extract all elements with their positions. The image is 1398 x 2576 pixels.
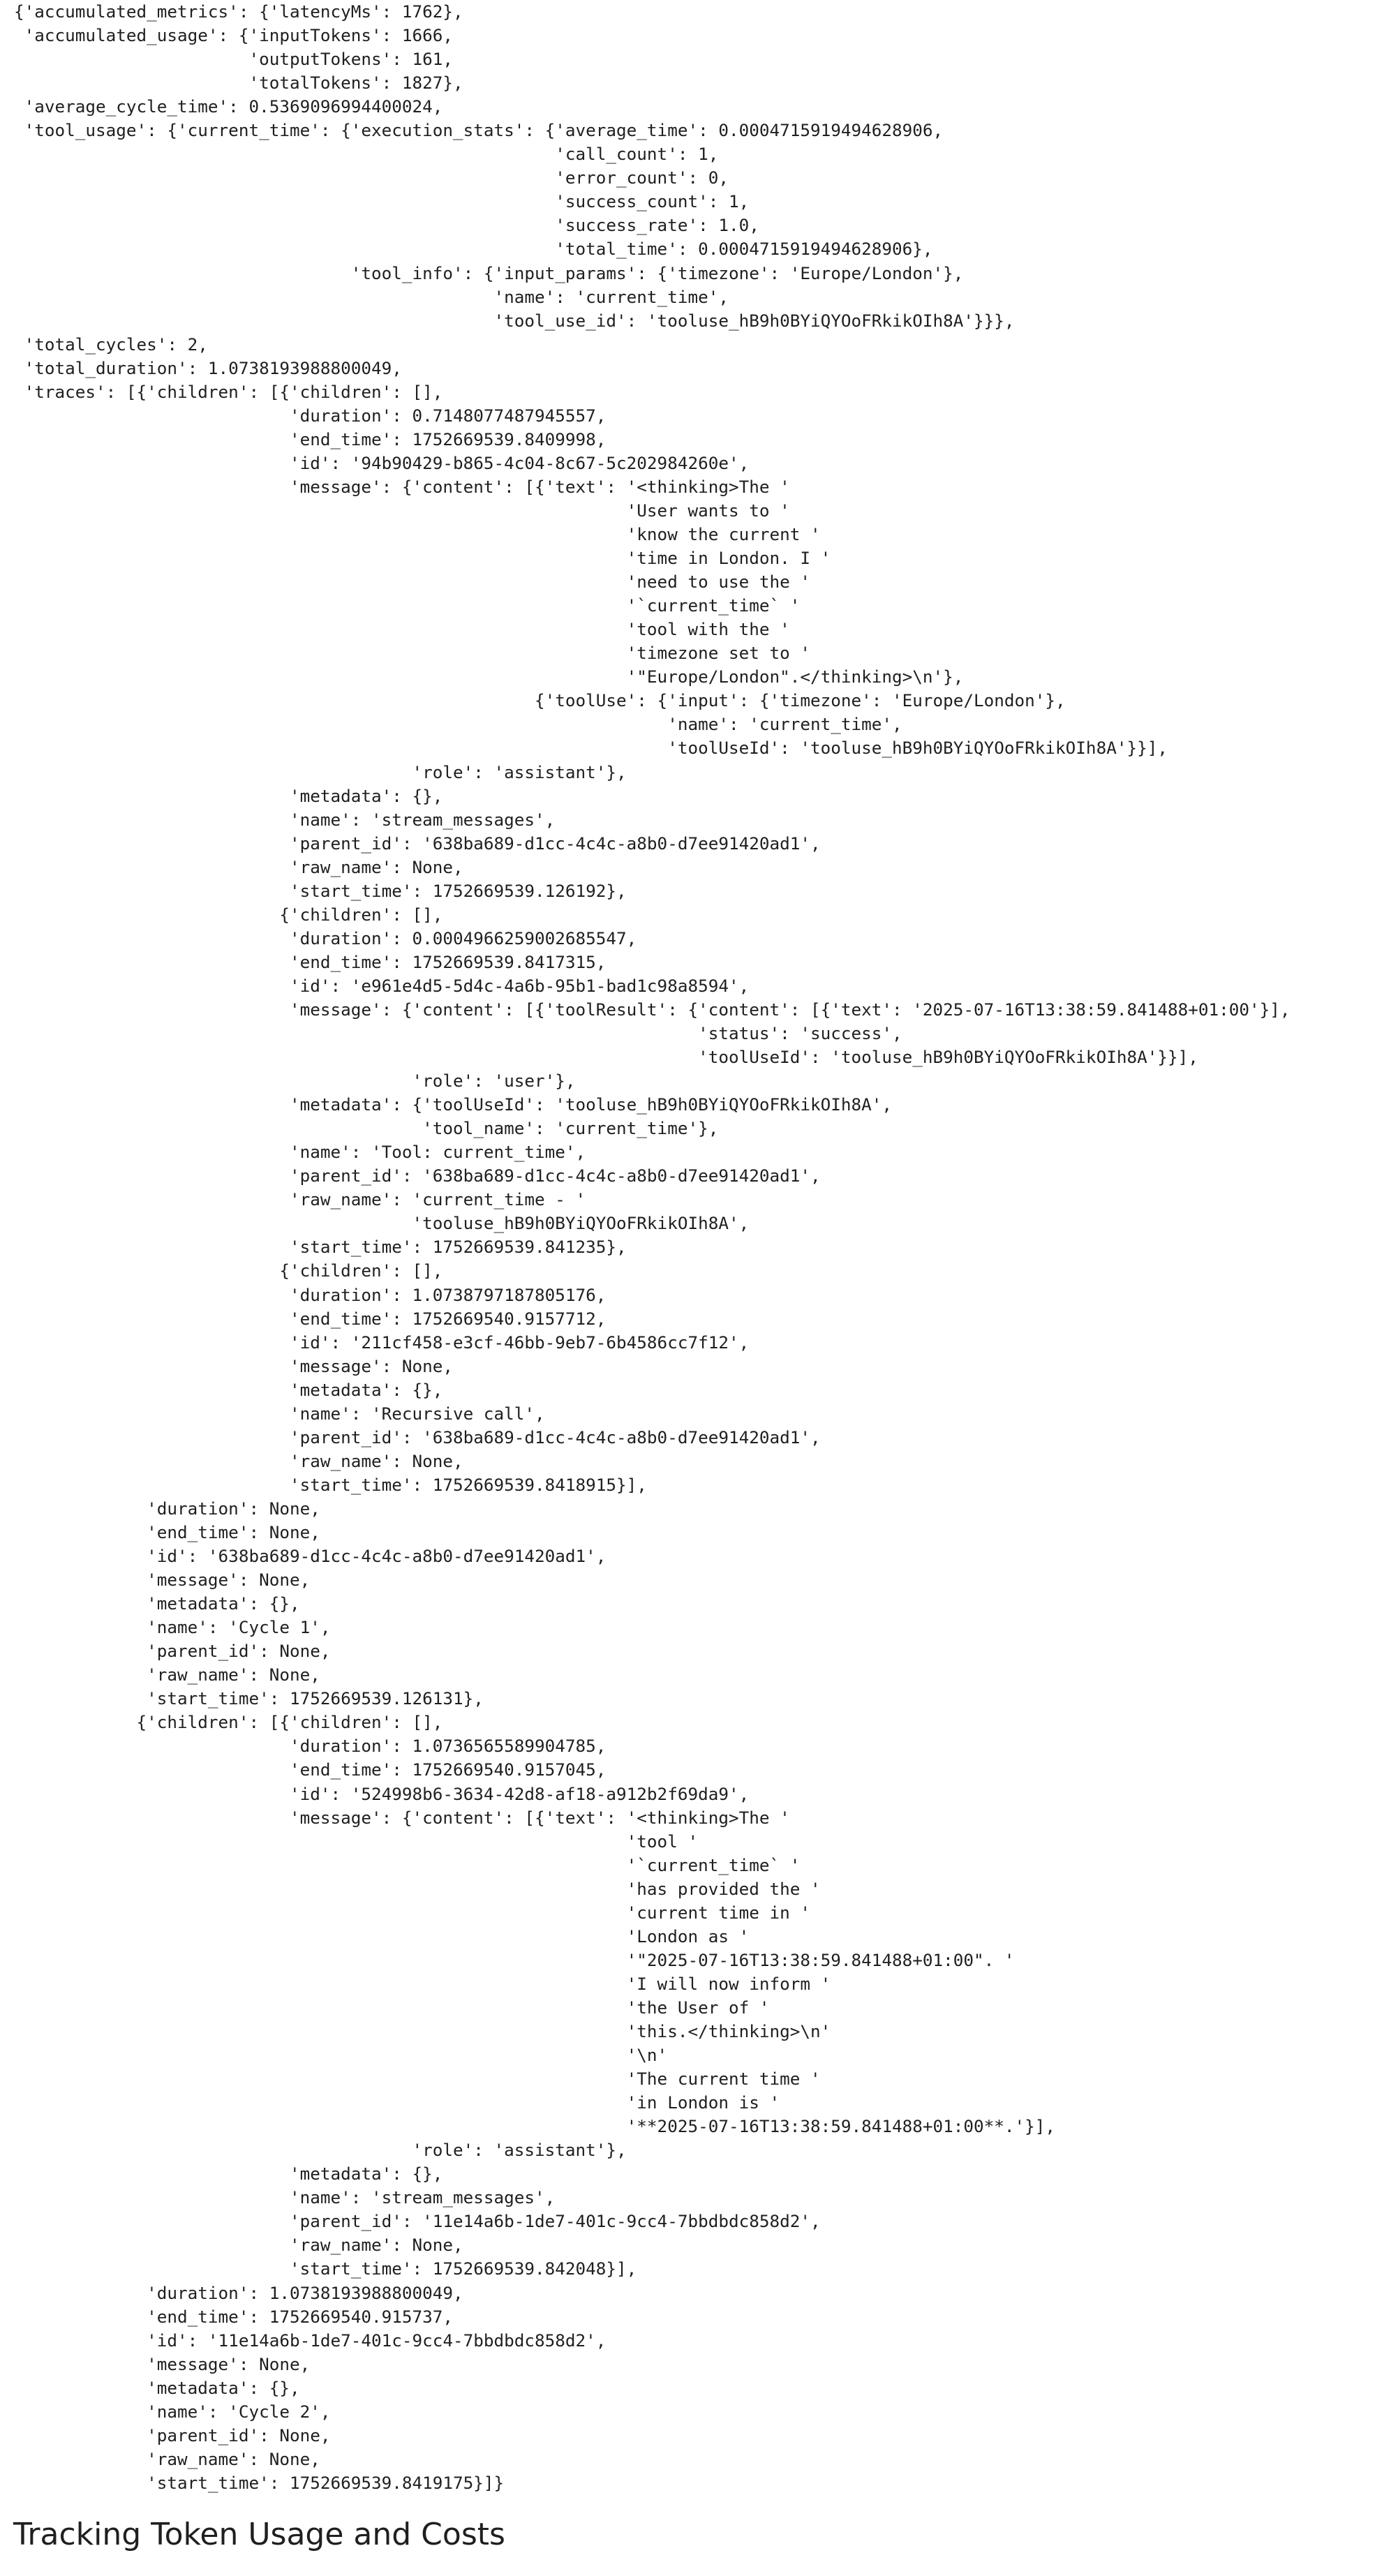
- output-line: 'message': None,: [14, 2353, 311, 2374]
- output-line: {'accumulated_metrics': {'latencyMs': 1762},: [14, 1, 463, 22]
- output-line: 'User wants to ': [14, 500, 790, 521]
- output-line: 'toolUseId': 'tooluse_hB9h0BYiQYOoFRkikOIh8A'}}],: [14, 738, 1168, 759]
- output-line: 'parent_id': '638ba689-d1cc-4c4c-a8b0-d7ee91420ad1',: [14, 1427, 821, 1447]
- output-line: 'duration': 1.0738797187805176,: [14, 1284, 607, 1305]
- output-line: 'know the current ': [14, 524, 821, 545]
- output-line: 'this.</thinking>\n': [14, 2020, 831, 2041]
- output-line: {'toolUse': {'input': {'timezone': 'Europe/London'},: [14, 690, 1066, 711]
- output-line: 'parent_id': '11e14a6b-1de7-401c-9cc4-7bbdbdc858d2',: [14, 2211, 821, 2232]
- output-line: 'parent_id': None,: [14, 2425, 331, 2445]
- output-line: 'tool with the ': [14, 619, 790, 640]
- output-line: 'message': None,: [14, 1570, 311, 1591]
- output-line: 'metadata': {},: [14, 785, 443, 806]
- output-line: 'name': 'stream_messages',: [14, 809, 556, 830]
- output-line: 'id': '524998b6-3634-42d8-af18-a912b2f69da9',: [14, 1783, 750, 1804]
- output-line: 'current time in ': [14, 1902, 810, 1923]
- output-line: 'message': {'content': [{'toolResult': {'content': [{'text': '2025-07-16T13:38:59.841488+01:00'}],: [14, 999, 1291, 1020]
- output-line: 'outputTokens': 161,: [14, 49, 454, 70]
- output-line: 'time in London. I ': [14, 548, 831, 569]
- output-line: 'toolUseId': 'tooluse_hB9h0BYiQYOoFRkikOIh8A'}}],: [14, 1047, 1198, 1068]
- output-line: 'error_count': 0,: [14, 167, 729, 188]
- output-line: 'success_count': 1,: [14, 191, 750, 212]
- output-line: 'message': {'content': [{'text': '<thinking>The ': [14, 1807, 790, 1828]
- output-line: '`current_time` ': [14, 595, 801, 616]
- output-line: 'tool ': [14, 1831, 699, 1852]
- output-line: 'tool_usage': {'current_time': {'execution_stats': {'average_time': 0.0004715919494628906,: [14, 120, 944, 141]
- output-line: 'role': 'assistant'},: [14, 761, 627, 782]
- output-line: 'name': 'current_time',: [14, 286, 729, 307]
- output-line: 'role': 'assistant'},: [14, 2140, 627, 2161]
- output-line: 'name': 'stream_messages',: [14, 2187, 556, 2208]
- output-line: 'metadata': {},: [14, 2164, 443, 2184]
- output-line: 'id': 'e961e4d5-5d4c-4a6b-95b1-bad1c98a8594',: [14, 975, 750, 996]
- output-line: 'tool_name': 'current_time'},: [14, 1118, 719, 1139]
- output-line: 'id': '11e14a6b-1de7-401c-9cc4-7bbdbdc858d2',: [14, 2330, 607, 2351]
- output-line: {'children': [],: [14, 1260, 443, 1281]
- output-line: 'tooluse_hB9h0BYiQYOoFRkikOIh8A',: [14, 1213, 750, 1234]
- output-line: 'raw_name': None,: [14, 2448, 320, 2469]
- output-line: 'average_cycle_time': 0.5369096994400024,: [14, 96, 443, 117]
- output-line: '\n': [14, 2045, 668, 2066]
- output-line: 'call_count': 1,: [14, 144, 719, 165]
- output-line: 'raw_name': None,: [14, 856, 463, 877]
- output-line: 'end_time': 1752669540.9157045,: [14, 1759, 607, 1780]
- output-line: 'traces': [{'children': [{'children': [],: [14, 381, 443, 402]
- output-line: 'start_time': 1752669539.8418915}],: [14, 1474, 647, 1495]
- output-line: 'totalTokens': 1827},: [14, 73, 463, 94]
- output-line: 'metadata': {},: [14, 2377, 300, 2398]
- output-line: '"Europe/London".</thinking>\n'},: [14, 667, 964, 687]
- output-line: 'name': 'Tool: current_time',: [14, 1142, 586, 1163]
- output-line: 'duration': 0.7148077487945557,: [14, 405, 607, 426]
- output-line: 'duration': 0.0004966259002685547,: [14, 928, 637, 948]
- output-line: 'metadata': {},: [14, 1593, 300, 1614]
- output-line: 'total_time': 0.0004715919494628906},: [14, 239, 933, 260]
- output-line: 'status': 'success',: [14, 1023, 902, 1044]
- output-line: 'raw_name': 'current_time - ': [14, 1189, 586, 1210]
- output-line: 'raw_name': None,: [14, 2235, 463, 2256]
- output-line: 'id': '638ba689-d1cc-4c4c-a8b0-d7ee91420ad1',: [14, 1546, 607, 1567]
- output-line: 'accumulated_usage': {'inputTokens': 1666,: [14, 25, 454, 46]
- output-line: 'the User of ': [14, 1997, 770, 2018]
- output-line: 'need to use the ': [14, 572, 810, 593]
- output-line: 'timezone set to ': [14, 643, 810, 664]
- output-line: 'The current time ': [14, 2069, 821, 2090]
- output-line: 'tool_use_id': 'tooluse_hB9h0BYiQYOoFRkikOIh8A'}}},: [14, 310, 1015, 331]
- output-line: 'end_time': 1752669540.9157712,: [14, 1308, 607, 1329]
- output-line: 'parent_id': '638ba689-d1cc-4c4c-a8b0-d7ee91420ad1',: [14, 1166, 821, 1186]
- output-line: 'raw_name': None,: [14, 1450, 463, 1471]
- output-line: 'id': '94b90429-b865-4c04-8c67-5c202984260e',: [14, 452, 750, 473]
- output-line: 'end_time': 1752669539.8409998,: [14, 429, 607, 449]
- output-line: 'name': 'Cycle 1',: [14, 1617, 331, 1638]
- output-line: 'message': None,: [14, 1355, 454, 1376]
- output-line: 'end_time': None,: [14, 1522, 320, 1542]
- output-line: 'tool_info': {'input_params': {'timezone': 'Europe/London'},: [14, 262, 964, 283]
- output-line: 'role': 'user'},: [14, 1071, 576, 1092]
- output-line: 'parent_id': '638ba689-d1cc-4c4c-a8b0-d7ee91420ad1',: [14, 833, 821, 854]
- output-line: 'duration': 1.0738193988800049,: [14, 2282, 463, 2303]
- output-line: 'has provided the ': [14, 1878, 821, 1899]
- section-heading: Tracking Token Usage and Costs: [13, 2517, 505, 2552]
- output-line: 'success_rate': 1.0,: [14, 215, 759, 236]
- output-line: 'start_time': 1752669539.8419175}]}: [14, 2472, 505, 2493]
- output-line: {'children': [{'children': [],: [14, 1712, 443, 1733]
- output-line: 'name': 'current_time',: [14, 714, 902, 735]
- output-line: 'end_time': 1752669539.8417315,: [14, 951, 607, 972]
- output-line: 'total_cycles': 2,: [14, 334, 208, 355]
- output-line: 'raw_name': None,: [14, 1665, 320, 1685]
- cell-output-block: [14, 0, 1291, 2495]
- output-line: 'metadata': {'toolUseId': 'tooluse_hB9h0BYiQYOoFRkikOIh8A',: [14, 1094, 893, 1115]
- output-line: '**2025-07-16T13:38:59.841488+01:00**.'}],: [14, 2116, 1056, 2137]
- output-line: '"2025-07-16T13:38:59.841488+01:00". ': [14, 1949, 1015, 1970]
- output-line: 'metadata': {},: [14, 1379, 443, 1400]
- output-line: 'start_time': 1752669539.126131},: [14, 1688, 484, 1709]
- output-line: 'id': '211cf458-e3cf-46bb-9eb7-6b4586cc7f12',: [14, 1332, 750, 1353]
- output-line: 'start_time': 1752669539.842048}],: [14, 2258, 637, 2279]
- output-line: '`current_time` ': [14, 1854, 801, 1875]
- output-line: 'London as ': [14, 1926, 750, 1946]
- output-line: 'parent_id': None,: [14, 1641, 331, 1662]
- output-line: 'duration': None,: [14, 1498, 320, 1519]
- output-line: {'children': [],: [14, 904, 443, 925]
- output-line: 'name': 'Recursive call',: [14, 1403, 545, 1424]
- output-line: 'end_time': 1752669540.915737,: [14, 2306, 454, 2327]
- output-line: 'start_time': 1752669539.126192},: [14, 880, 627, 901]
- output-line: 'start_time': 1752669539.841235},: [14, 1237, 627, 1258]
- output-line: 'name': 'Cycle 2',: [14, 2401, 331, 2422]
- output-line: 'I will now inform ': [14, 1973, 831, 1994]
- output-line: 'total_duration': 1.0738193988800049,: [14, 357, 402, 378]
- output-line: 'message': {'content': [{'text': '<thinking>The ': [14, 476, 790, 497]
- output-line: 'duration': 1.0736565589904785,: [14, 1736, 607, 1757]
- output-line: 'in London is ': [14, 2092, 780, 2113]
